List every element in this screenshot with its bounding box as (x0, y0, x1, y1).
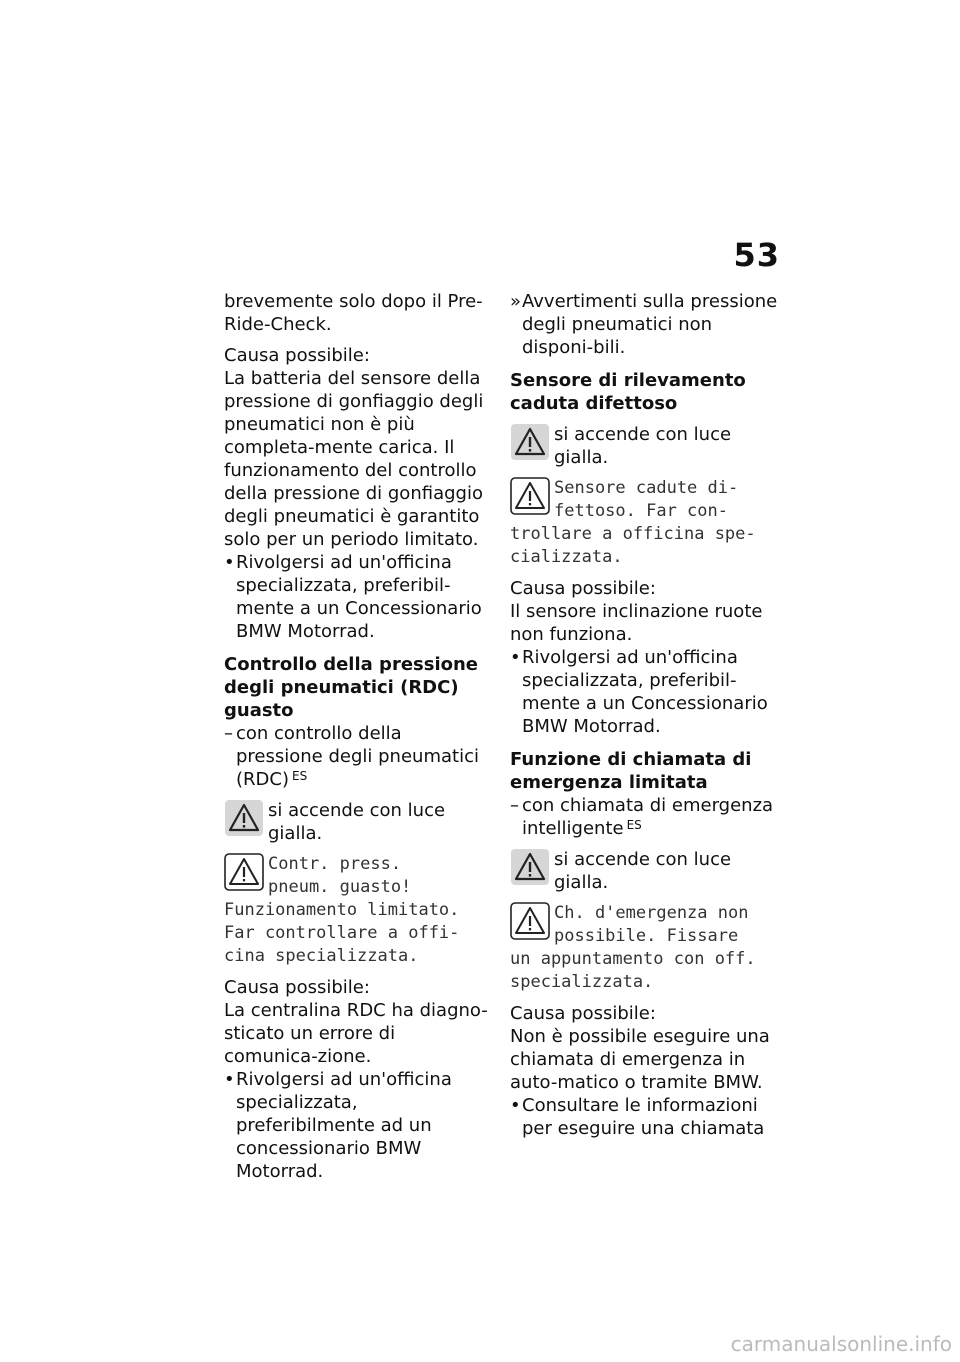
bullet-item: • Rivolgersi ad un'officina specializzata, preferibilmente ad un concessionario BMW Motorrad. (224, 1069, 452, 1182)
warning-triangle-filled-icon (510, 423, 550, 461)
condition-text: con controllo della pressione degli pneumatici (RDC) (236, 723, 479, 790)
cause-label: Causa possibile: (510, 578, 656, 599)
indicator-text: si accende con luce gialla. (554, 424, 732, 468)
display-line: Contr. press. (268, 854, 402, 874)
left-column (224, 290, 494, 1183)
cause-text: La centralina RDC ha diagno-sticato un errore di comunica-zione. (224, 1000, 488, 1067)
bullet-item: • Rivolgersi ad un'officina specializzata, preferibil-mente a un Concessionario BMW Motorrad. (224, 552, 482, 642)
cause-label: Causa possibile: (224, 345, 370, 366)
display-line: pneum. guasto! (268, 877, 412, 897)
option-superscript: ES (626, 818, 642, 832)
section-heading-ecall: Funzione di chiamata di emergenza limitata (510, 749, 752, 793)
indicator-text: si accende con luce gialla. (554, 849, 732, 893)
cause-text: Non è possibile eseguire una chiamata di emergenza in auto-matico o tramite BMW. (510, 1026, 770, 1093)
bullet-text: Rivolgersi ad un'officina specializzata, preferibil-mente a un Concessionario BMW Motorrad. (522, 647, 768, 737)
condition-item: – con controllo della pressione degli pneumatici (RDC) $^{ES}$ (224, 723, 479, 790)
section-heading-fall-sensor: Sensore di rilevamento caduta difettoso (510, 370, 746, 414)
warning-triangle-filled-icon (510, 848, 550, 886)
cause-label: Causa possibile: (510, 1003, 656, 1024)
bullet-text: Rivolgersi ad un'officina specializzata, preferibil-mente a un Concessionario BMW Motorrad. (236, 552, 482, 642)
warning-triangle-filled-icon (224, 799, 264, 837)
condition-item: – con chiamata di emergenza intelligente $^{ES}$ (510, 795, 774, 839)
paragraph-continuation: brevemente solo dopo il Pre-Ride-Check. (224, 291, 483, 335)
display-text: un appuntamento con off. specializzata. (510, 949, 756, 992)
condition-text: con chiamata di emergenza intelligente (522, 795, 774, 839)
arrow-item: » Avvertimenti sulla pressione degli pneumatici non disponi-bili. (510, 291, 778, 358)
bullet-item: • Rivolgersi ad un'officina specializzata, preferibil-mente a un Concessionario BMW Motorrad. (510, 647, 768, 737)
right-column (510, 290, 780, 1140)
display-message (224, 853, 494, 968)
bullet-text: Rivolgersi ad un'officina specializzata, preferibilmente ad un concessionario BMW Motorrad. (236, 1069, 452, 1182)
warning-triangle-outline-icon (224, 853, 264, 891)
indicator-text: si accende con luce gialla. (268, 800, 446, 844)
display-line: possibile. Fissare (554, 926, 739, 946)
indicator-row (224, 799, 494, 845)
indicator-row (510, 423, 780, 469)
display-text: trollare a officina spe-cializzata. (510, 524, 756, 567)
display-line: Sensore cadute di- (554, 478, 739, 498)
display-message (510, 477, 780, 569)
cause-text: Il sensore inclinazione ruote non funziona. (510, 601, 763, 645)
cause-label: Causa possibile: (224, 977, 370, 998)
bullet-item: • Consultare le informazioni per eseguire una chiamata (510, 1095, 765, 1139)
arrow-text: Avvertimenti sulla pressione degli pneumatici non disponi-bili. (522, 291, 778, 358)
page-number: 53 (733, 236, 780, 274)
warning-triangle-outline-icon (510, 902, 550, 940)
option-superscript: ES (291, 769, 308, 783)
display-line: Ch. d'emergenza non (554, 903, 749, 923)
section-heading-rdc: Controllo della pressione degli pneumatici (RDC) guasto (224, 654, 479, 721)
bullet-text: Consultare le informazioni per eseguire una chiamata (522, 1095, 765, 1139)
indicator-row (510, 848, 780, 894)
display-text: Funzionamento limitato. Far controllare a offi-cina specializzata. (224, 900, 460, 966)
display-message (510, 902, 780, 994)
footer-watermark: carmanualsonline.info (730, 1332, 952, 1356)
cause-text: La batteria del sensore della pressione di gonfiaggio degli pneumatici non è più completa-mente carica. Il funzionamento del controllo della pressione di gonfiaggio degli pneumatici è garantito solo per un periodo limitato. (224, 368, 484, 550)
warning-triangle-outline-icon (510, 477, 550, 515)
display-line: fettoso. Far con- (554, 501, 728, 521)
